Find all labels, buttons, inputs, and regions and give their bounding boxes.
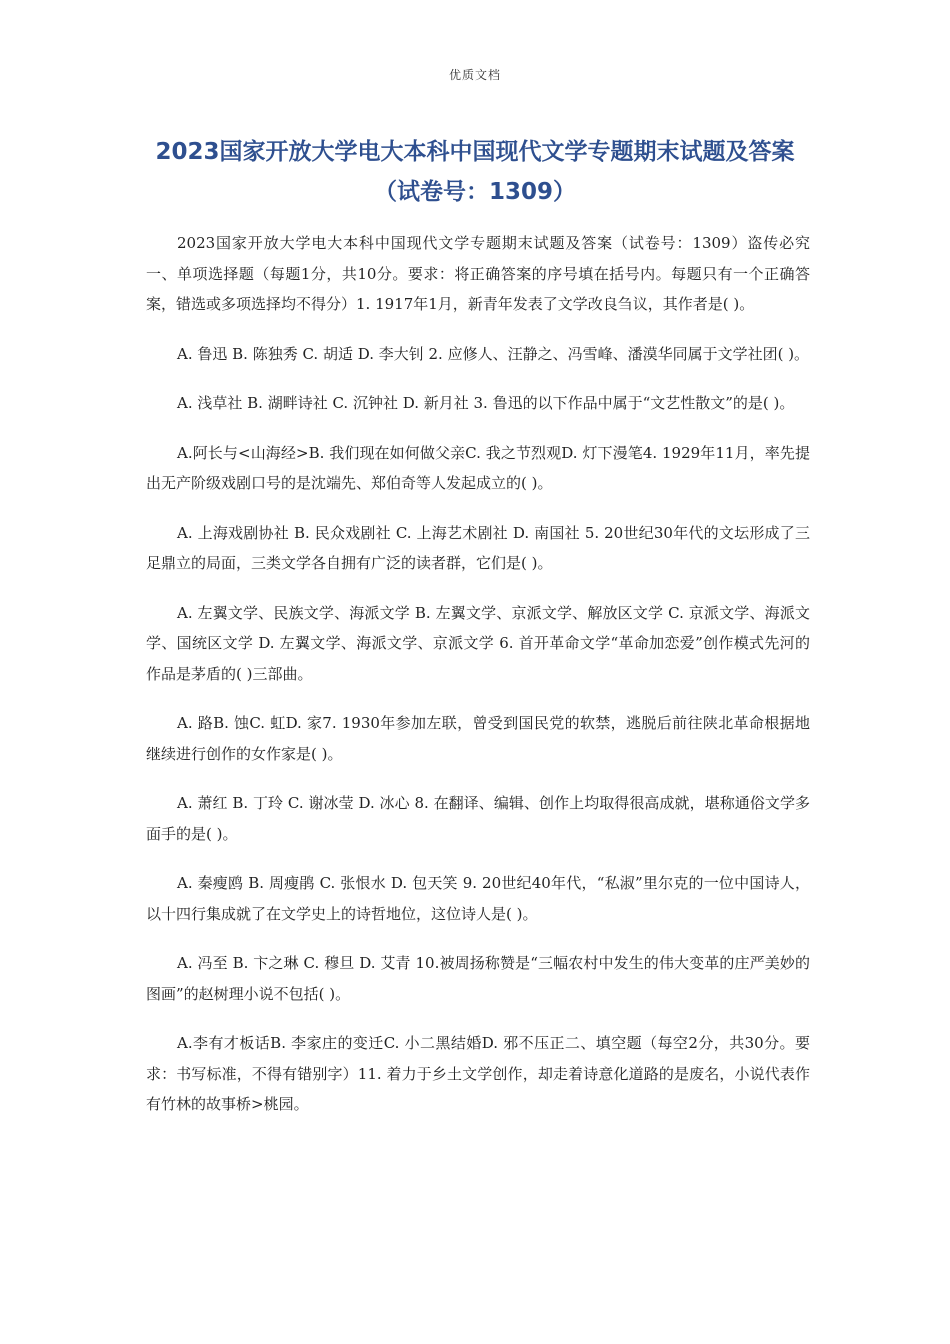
paragraph-question-10: A. 冯至 B. 卞之琳 C. 穆旦 D. 艾青 10.被周扬称赞是“三幅农村中发生的伟大变革的庄严美妙的图画”的赵树理小说不包括( )。 bbox=[146, 954, 810, 1003]
paragraph-question-9: A. 秦瘦鸥 B. 周瘦鹃 C. 张恨水 D. 包天笑 9. 20世纪40年代，“私淑”里尔克的一位中国诗人，以十四行集成就了在文学史上的诗哲地位，这位诗人是( )。 bbox=[146, 874, 810, 923]
paragraph-question-3: A. 浅草社 B. 湖畔诗社 C. 沉钟社 D. 新月社 3. 鲁迅的以下作品中属于“文艺性散文”的是( )。 bbox=[177, 394, 795, 412]
paragraph-fill-in-section: A.李有才板话B. 李家庄的变迁C. 小二黑结婚D. 邪不压正二、填空题（每空2分，共30分。要求：书写标准，不得有错别字）11. 着力于乡土文学创作，却走着诗意化道路的是废名，小说代表作有竹林的故事桥>桃园。 bbox=[146, 1034, 810, 1113]
title-line-1: 2023国家开放大学电大本科中国现代文学专题期末试题及答案 bbox=[155, 139, 795, 165]
document-body bbox=[146, 228, 810, 1139]
title-line-2: （试卷号：1309） bbox=[373, 179, 576, 205]
page-header-label: 优质文档 bbox=[448, 68, 501, 82]
paragraph-question-2: A. 鲁迅 B. 陈独秀 C. 胡适 D. 李大钊 2. 应修人、汪静之、冯雪峰、潘漠华同属于文学社团( )。 bbox=[177, 344, 810, 363]
paragraph-intro-question-1: 2023国家开放大学电大本科中国现代文学专题期末试题及答案（试卷号：1309）盗传必究 一、单项选择题（每题1分，共10分。要求：将正确答案的序号填在括号内。每题只有一个正确答案，错选或多项选择均不得分）1. 1917年1月，新青年发表了文学改良刍议，其作者是( )。 bbox=[146, 234, 810, 313]
paragraph-question-4: A.阿长与<山海经>B. 我们现在如何做父亲C. 我之节烈观D. 灯下漫笔4. 1929年11月，率先提出无产阶级戏剧口号的是沈端先、郑伯奇等人发起成立的( )。 bbox=[146, 443, 810, 492]
document-title bbox=[120, 132, 830, 212]
paragraph-question-8: A. 萧红 B. 丁玲 C. 谢冰莹 D. 冰心 8. 在翻译、编辑、创作上均取得很高成就，堪称通俗文学多面手的是( )。 bbox=[146, 794, 810, 843]
paragraph-question-6: A. 左翼文学、民族文学、海派文学 B. 左翼文学、京派文学、解放区文学 C. 京派文学、海派文学、国统区文学 D. 左翼文学、海派文学、京派文学 6. 首开革命文学“革命加恋爱”创作模式先河的作品是茅盾的( )三部曲。 bbox=[146, 603, 810, 683]
paragraph-question-5: A. 上海戏剧协社 B. 民众戏剧社 C. 上海艺术剧社 D. 南国社 5. 20世纪30年代的文坛形成了三足鼎立的局面，三类文学各自拥有广泛的读者群，它们是( )。 bbox=[146, 523, 810, 572]
paragraph-question-7: A. 路B. 蚀C. 虹D. 家7. 1930年参加左联，曾受到国民党的软禁，逃脱后前往陕北革命根据地继续进行创作的女作家是( )。 bbox=[146, 714, 810, 763]
